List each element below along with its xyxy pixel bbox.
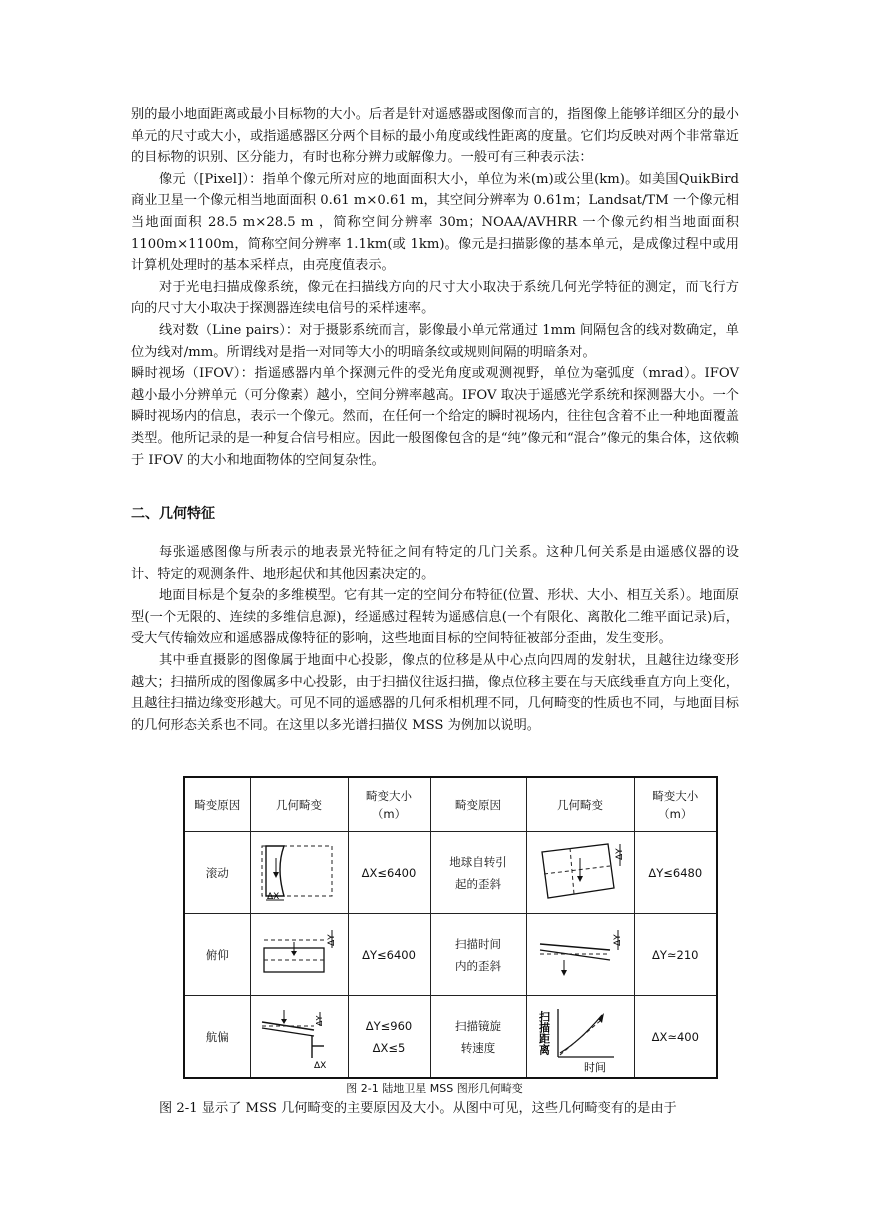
cause-earth-rotation: 地球自转引 起的歪斜 [430, 832, 526, 914]
paragraph-scan-system: 对于光电扫描成像系统，像元在扫描线方向的尺寸大小取决于系统几何光学特征的测定，而飞行方向的尺寸大小取决于探测器连续电信号的采样速率。 [131, 279, 739, 317]
top-text-block [131, 104, 739, 471]
roll-dx-label: ΔX [267, 891, 280, 902]
roll-distortion-diagram [250, 832, 348, 914]
header-cause-right: 畸变原因 [430, 777, 526, 832]
paragraph-geometry-relation: 每张遥感图像与所表示的地表景光特征之间有特定的几门关系。这种几何关系是由遥感仪器的设计、特定的观测条件、地形起伏和其他因素决定的。 [131, 545, 739, 582]
scan-skew-distortion-diagram [526, 914, 634, 996]
scan-skew-dy-label: ΔY [613, 933, 623, 946]
size-earth-rotation: ΔY≤6480 [634, 832, 717, 914]
yaw-distortion-diagram [250, 996, 348, 1079]
scan-distance-label: 扫描距离 [537, 1010, 551, 1055]
paragraph-figure-explanation: 图 2-1 显示了 MSS 几何畸变的主要原因及大小。从图中可见，这些几何畸变有的是由于 [159, 1101, 677, 1116]
header-size-left: 畸变大小 （m） [348, 777, 430, 832]
scan-speed-distortion-diagram [526, 996, 634, 1079]
section-heading: 二、几何特征 [131, 506, 215, 522]
table-header-row [184, 777, 717, 832]
yaw-dy-label: ΔY [315, 1015, 324, 1026]
mid-text-block [131, 542, 739, 736]
paragraph-projection: 其中垂直摄影的图像属于地面中心投影，像点的位移是从中心点向四周的发射状，且越往边缘变形越大；扫描所成的图像属多中心投影，由于扫描仪往返扫描，像点位移主要在与天底线垂直方向上变化，且越往扫描边缘变形越大。可见不同的遥感器的几何乑相机理不同，几何畸变的性质也不同，与地面目标的几何形态关系也不同。在这里以多光谱扫描仪 MSS 为例加以说明。 [131, 652, 739, 733]
paragraph-resolution-intro: 别的最小地面距离或最小目标物的大小。后者是针对遥感器或图像而言的，指图像上能够详细区分的最小单元的尺寸或大小，或指遥感器区分两个目标的最小角度或线性距离的度量。它们均反映对两个非常靠近的目标物的识别、区分能力，有时也称分辨力或解像力。一般可有三种表示法： [131, 107, 739, 166]
size-yaw: ΔY≤960 ΔX≤5 [348, 996, 430, 1079]
header-cause-left: 畸变原因 [184, 777, 250, 832]
size-roll: ΔX≤6400 [348, 832, 430, 914]
size-scan-mirror-speed: ΔX≃400 [634, 996, 717, 1079]
header-size-right: 畸变大小 （m） [634, 777, 717, 832]
pitch-dy-label: ΔY [327, 933, 337, 946]
time-axis-label: 时间 [584, 1060, 606, 1073]
pitch-distortion-diagram [250, 914, 348, 996]
header-distortion-left: 几何畸变 [250, 777, 348, 832]
cause-roll: 滚动 [184, 832, 250, 914]
distortion-table [183, 776, 718, 1079]
earth-rotation-distortion-diagram [526, 832, 634, 914]
paragraph-pixel: 像元（[Pixel]）：指单个像元所对应的地面面积大小，单位为米(m)或公里(km)。如美国QuikBird 商业卫星一个像元相当地面面积 0.61 m×0.61 m，其空间分辨率为 0.61m；Landsat/TM 一个像元相当地面面积 28.5 m×28.5 m ，简称空间分辨率 30m；NOAA/AVHRR 一个像元约相当地面面积 1100m×1100m，简称空间分辨率 1.1km(或 1km)。像元是扫描影像的基本单元，是成像过程中或用计算机处理时的基本采样点，由亮度值表示。 [131, 171, 739, 274]
distortion-figure-table [183, 776, 716, 1076]
size-pitch: ΔY≤6400 [348, 914, 430, 996]
table-row [184, 914, 717, 996]
cause-pitch: 俯仰 [184, 914, 250, 996]
cause-scan-time-skew: 扫描时间 内的歪斜 [430, 914, 526, 996]
size-scan-time-skew: ΔY≃210 [634, 914, 717, 996]
table-row [184, 996, 717, 1079]
table-row [184, 832, 717, 914]
earth-dy-label: ΔY [615, 847, 625, 860]
cause-yaw: 航偏 [184, 996, 250, 1079]
paragraph-line-pairs: 线对数（Line pairs）：对于摄影系统而言，影像最小单元常通过 1mm 间隔包含的线对数确定，单位为线对/mm。所谓线对是指一对同等大小的明暗条纹或规则间隔的明暗条对。 [131, 322, 739, 360]
cause-scan-mirror-speed: 扫描镜旋 转速度 [430, 996, 526, 1079]
paragraph-ground-target: 地面目标是个复杂的多维模型。它有其一定的空间分布特征(位置、形状、大小、相互关系）。地面原型(一个无限的、连续的多维信息源)，经遥感过程转为遥感信息(一个有限化、离散化二维平面记录)后，受大气传输效应和遥感器成像特征的影响，这些地面目标的空间特征被部分歪曲，发生变形。 [131, 588, 739, 647]
paragraph-ifov: 瞬时视场（IFOV）：指遥感器内单个探测元件的受光角度或观测视野，单位为毫弧度（mrad）。IFOV 越小最小分辨单元（可分像素）越小，空间分辨率越高。IFOV 取决于遥感光学系统和探测器大小。一个瞬时视场内的信息，表示一个像元。然而，在任何一个给定的瞬时视场内，往往包含着不止一种地面覆盖类型。他所记录的是一种复合信号相应。因此一般图像包含的是“纯”像元和“混合”像元的集合体，这依赖于 IFOV 的大小和地面物体的空间复杂性。 [131, 366, 739, 468]
figure-caption: 图 2-1 陆地卫星 MSS 图形几何畸变 [346, 1082, 523, 1095]
yaw-dx-label: ΔX [314, 1060, 327, 1071]
header-distortion-right: 几何畸变 [526, 777, 634, 832]
